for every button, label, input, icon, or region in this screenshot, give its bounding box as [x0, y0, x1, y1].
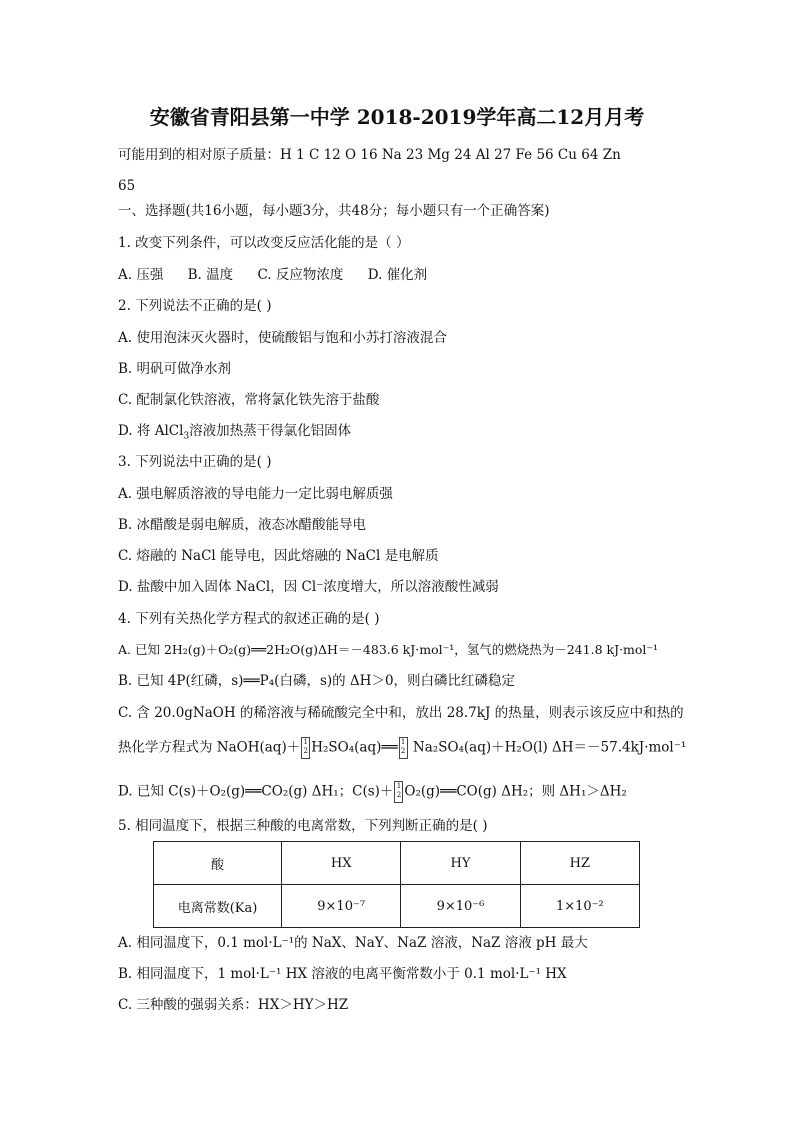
- atomic-mass-line-cont: 65: [118, 178, 136, 194]
- frac-num-3: 1: [396, 782, 402, 790]
- table-cell: 9×10⁻⁷: [282, 885, 401, 928]
- table-cell: 电离常数(Ka): [154, 885, 282, 928]
- ka-table: [153, 841, 640, 928]
- q2-stem: 2. 下列说法不正确的是( ): [118, 298, 272, 314]
- q4-option-d: [118, 781, 627, 803]
- frac-num: 1: [303, 738, 308, 746]
- q5-option-b: B. 相同温度下，1 mol·L⁻¹ HX 溶液的电离平衡常数小于 0.1 mol·L⁻¹ HX: [118, 966, 567, 982]
- q1-options: [118, 266, 447, 284]
- q4-option-c-line2: [118, 737, 686, 759]
- q4-option-b: B. 已知 4P(红磷，s)══P₄(白磷，s)的 ΔH＞0，则白磷比红磷稳定: [118, 673, 516, 689]
- q5-stem: 5. 相同温度下，根据三种酸的电离常数，下列判断正确的是( ): [118, 818, 488, 834]
- atomic-mass-line: 可能用到的相对原子质量：H 1 C 12 O 16 Na 23 Mg 24 Al 27 Fe 56 Cu 64 Zn: [118, 147, 621, 163]
- q2-d-sub: 3: [183, 431, 190, 442]
- q4-option-c-line1: C. 含 20.0gNaOH 的稀溶液与稀硫酸完全中和，放出 28.7kJ 的热量，则表示该反应中和热的: [118, 705, 684, 721]
- q4-c2-post: Na₂SO₄(aq)＋H₂O(l) ΔH＝－57.4kJ·mol⁻¹: [408, 739, 687, 756]
- table-cell: 1×10⁻²: [520, 885, 639, 928]
- q2-option-c: C. 配制氯化铁溶液，常将氯化铁先溶于盐酸: [118, 392, 380, 408]
- q2-d-post: 溶液加热蒸干得氯化铝固体: [189, 423, 352, 439]
- table-header: HY: [401, 842, 520, 885]
- q1-option-c: C. 反应物浓度: [257, 267, 344, 283]
- q3-option-d: D. 盐酸中加入固体 NaCl，因 Cl⁻浓度增大，所以溶液酸性减弱: [118, 579, 499, 595]
- q3-option-c: C. 熔融的 NaCl 能导电，因此熔融的 NaCl 是电解质: [118, 548, 439, 564]
- page-title: 安徽省青阳县第一中学 2018-2019学年高二12月月考: [149, 105, 645, 129]
- frac-den-2: 2: [400, 747, 406, 755]
- q4-c2-mid: H₂SO₄(aq)══: [311, 739, 398, 756]
- q1-option-a: A. 压强: [118, 267, 164, 283]
- q2-d-pre: D. 将 AlCl: [118, 423, 184, 439]
- q5-option-a: A. 相同温度下，0.1 mol·L⁻¹的 NaX、NaY、NaZ 溶液，NaZ 溶液 pH 最大: [118, 935, 588, 951]
- table-header: HZ: [520, 842, 639, 885]
- table-cell: 9×10⁻⁶: [401, 885, 520, 928]
- q4-d-post: O₂(g)══CO(g) ΔH₂；则 ΔH₁＞ΔH₂: [404, 783, 627, 800]
- frac-den: 2: [303, 747, 308, 755]
- fraction-half-3: [394, 781, 403, 803]
- q1-stem: 1. 改变下列条件，可以改变反应活化能的是（ ）: [118, 235, 410, 251]
- q3-stem: 3. 下列说法中正确的是( ): [118, 454, 272, 470]
- fraction-half-2: [399, 737, 408, 759]
- frac-num-2: 1: [400, 738, 406, 746]
- frac-den-3: 2: [396, 791, 402, 799]
- q2-option-b: B. 明矾可做净水剂: [118, 361, 232, 377]
- q2-option-d: [118, 422, 351, 440]
- table-row: [154, 885, 640, 928]
- q1-option-b: B. 温度: [187, 267, 234, 283]
- q4-d-pre: D. 已知 C(s)＋O₂(g)══CO₂(g) ΔH₁；C(s)＋: [118, 783, 394, 800]
- fraction-half: [301, 737, 310, 759]
- q5-option-c: C. 三种酸的强弱关系：HX＞HY＞HZ: [118, 997, 349, 1013]
- section-heading: 一、选择题(共16小题，每小题3分，共48分；每小题只有一个正确答案): [118, 203, 550, 219]
- q4-option-a: A. 已知 2H₂(g)＋O₂(g)══2H₂O(g)ΔH＝－483.6 kJ·mol⁻¹，氢气的燃烧热为－241.8 kJ·mol⁻¹: [118, 642, 659, 657]
- table-header: HX: [282, 842, 401, 885]
- q4-stem: 4. 下列有关热化学方程式的叙述正确的是( ): [118, 611, 380, 627]
- q4-c2-pre: 热化学方程式为 NaOH(aq)＋: [118, 739, 301, 756]
- table-header: 酸: [154, 842, 282, 885]
- q2-option-a: A. 使用泡沫灭火器时，使硫酸铝与饱和小苏打溶液混合: [118, 330, 447, 346]
- q3-option-b: B. 冰醋酸是弱电解质，液态冰醋酸能导电: [118, 517, 367, 533]
- table-row: [154, 842, 640, 885]
- q1-option-d: D. 催化剂: [367, 267, 428, 283]
- q3-option-a: A. 强电解质溶液的导电能力一定比弱电解质强: [118, 486, 393, 502]
